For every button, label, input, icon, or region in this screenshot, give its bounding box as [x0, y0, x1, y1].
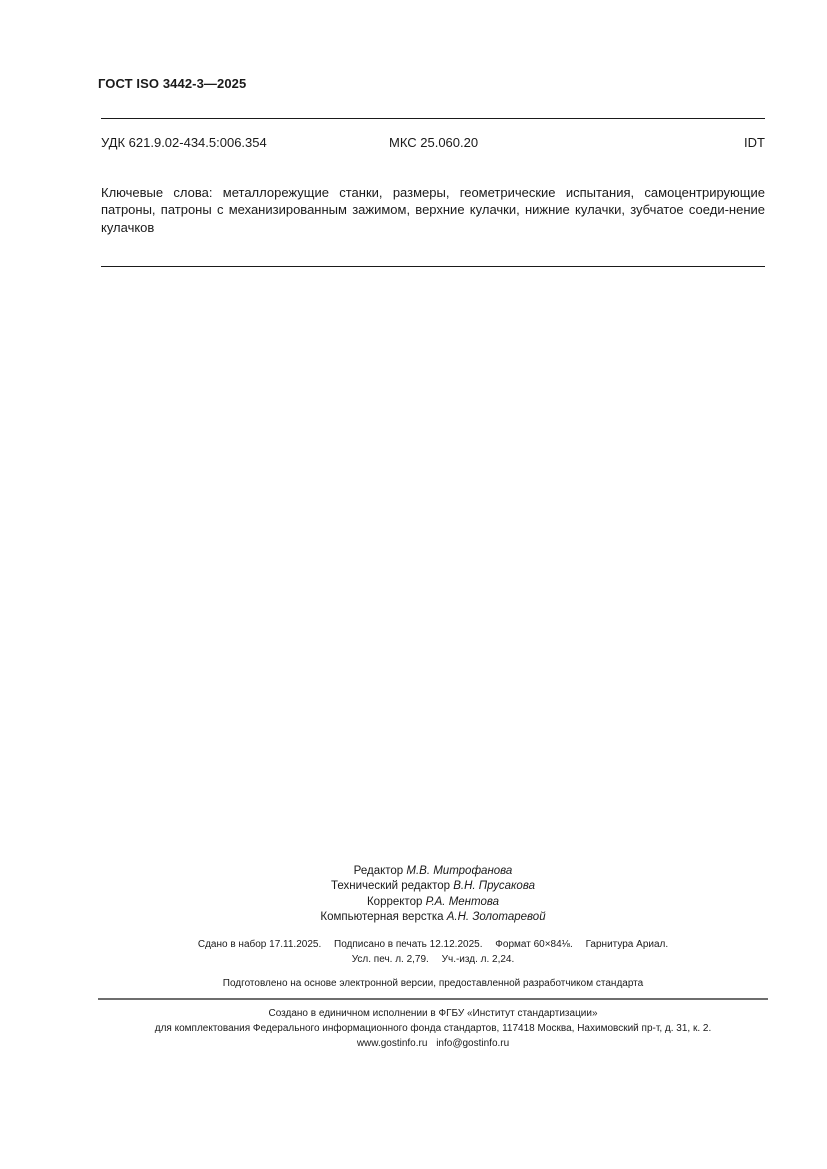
credit-name: М.В. Митрофанова	[406, 865, 513, 877]
credit-role: Редактор	[353, 865, 404, 877]
udk-code: УДК 621.9.02-434.5:006.354	[101, 135, 267, 150]
paper-format: Формат 60×84⅛.	[495, 939, 573, 950]
print-info-line-2	[0, 952, 827, 967]
publisher-info	[0, 1006, 827, 1051]
website-link[interactable]: www.gostinfo.ru	[356, 1038, 428, 1049]
credit-proofreader	[0, 895, 827, 910]
classification-row	[101, 135, 765, 153]
credit-role: Технический редактор	[331, 880, 450, 893]
prepared-note: Подготовлено на основе электронной версии, предоставленной разработчиком стандарта	[222, 978, 644, 989]
top-divider	[101, 118, 765, 119]
publisher-contacts	[0, 1036, 827, 1051]
credit-name: В.Н. Прусакова	[453, 880, 535, 893]
publishing-sheets: Уч.-изд. л. 2,24.	[441, 954, 515, 965]
credit-role: Компьютерная верстка	[320, 910, 444, 923]
credit-role: Корректор	[366, 895, 423, 908]
signed-date: Подписано в печать 12.12.2025.	[334, 939, 483, 950]
mks-code: МКС 25.060.20	[389, 135, 479, 150]
credit-layout	[0, 910, 827, 925]
equivalence-degree: IDT	[744, 135, 765, 150]
credit-name: Р.А. Ментова	[425, 895, 499, 908]
email-link[interactable]: info@gostinfo.ru	[436, 1038, 510, 1049]
publisher-line-2: для комплектования Федерального информационного фонда стандартов, 117418 Москва, Нахимовский пр-т, д. 31, к. 2.	[154, 1023, 712, 1034]
credit-technical-editor	[0, 879, 827, 894]
print-info	[0, 937, 827, 967]
credit-editor	[0, 864, 827, 879]
submitted-date: Сдано в набор 17.11.2025.	[197, 939, 322, 950]
keywords-divider	[101, 266, 765, 267]
document-code: ГОСТ ISO 3442-3—2025	[98, 76, 247, 91]
editorial-credits	[0, 864, 827, 925]
print-sheets: Усл. печ. л. 2,79.	[351, 954, 429, 965]
typeface: Гарнитура Ариал.	[585, 939, 669, 950]
print-info-line-1	[0, 937, 827, 952]
keywords-paragraph: Ключевые слова: металлорежущие станки, размеры, геометрические испытания, самоцентрирующие патроны, патроны с механизированным зажимом, верхние кулачки, нижние кулачки, зубчатое соеди-нение кулачков	[101, 185, 765, 235]
publisher-divider	[98, 998, 768, 1000]
publisher-line-1: Создано в единичном исполнении в ФГБУ «Институт стандартизации»	[268, 1008, 598, 1019]
credit-name: А.Н. Золотаревой	[446, 910, 546, 923]
